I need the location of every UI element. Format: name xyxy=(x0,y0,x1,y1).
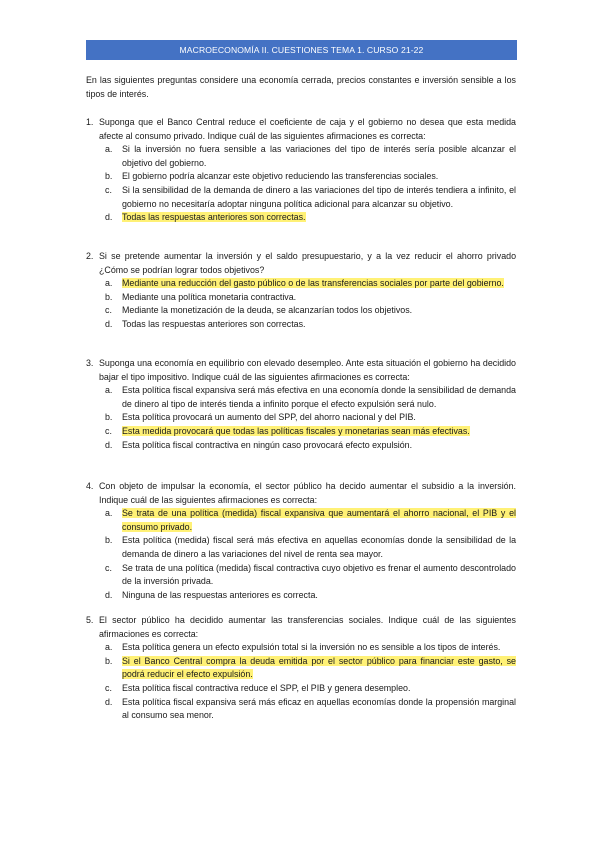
question-text: Si se pretende aumentar la inversión y el saldo presupuestario, y a la vez reducir el ahorro privado ¿Cómo se podrían lograr todos objetivos? xyxy=(99,251,516,275)
options-list xyxy=(86,277,516,331)
intro-paragraph: En las siguientes preguntas considere una economía cerrada, precios constantes e inversión sensible a los tipos de interés. xyxy=(86,75,516,99)
document-title: MACROECONOMÍA II. CUESTIONES TEMA 1. CURSO 21-22 xyxy=(86,40,517,60)
question-number: 1. xyxy=(86,117,94,127)
option-a xyxy=(105,143,516,170)
option-letter: c. xyxy=(105,305,112,316)
option-letter: d. xyxy=(105,696,113,707)
option-letter: a. xyxy=(105,385,113,396)
options-list xyxy=(86,143,516,225)
option-text: Esta política fiscal expansiva será más efectiva en una economía donde la sensibilidad de demanda de dinero al tipo de interés tienda a infinito porque el efecto expulsión será nulo. xyxy=(122,385,516,409)
option-letter: c. xyxy=(105,184,112,195)
question-1 xyxy=(86,116,516,225)
question-text: Con objeto de impulsar la economía, el sector público ha decido aumentar el subsidio a la inversión. Indique cuál de las siguientes afirmaciones es correcta: xyxy=(99,481,516,505)
option-text: Esta política fiscal expansiva será más eficaz en aquellas economías donde la propensión marginal al consumo sea menor. xyxy=(122,696,516,721)
option-letter: b. xyxy=(105,291,113,302)
option-d xyxy=(105,589,516,603)
option-text xyxy=(122,507,516,534)
option-c xyxy=(105,682,516,696)
option-c xyxy=(105,184,516,211)
question-text: Suponga que el Banco Central reduce el coeficiente de caja y el gobierno no desea que esta medida afecte al consumo privado. Indique cuál de las siguientes afirmaciones es correcta: xyxy=(99,117,516,141)
option-letter: d. xyxy=(105,318,113,329)
question-3 xyxy=(86,357,516,452)
option-text: Mediante una política monetaria contractiva. xyxy=(122,291,297,302)
options-list xyxy=(86,384,516,452)
option-a xyxy=(105,507,516,534)
highlighted-answer: Se trata de una política (medida) fiscal expansiva que aumentará el ahorro nacional, el PIB y el consumo privado. xyxy=(122,508,516,532)
option-letter: d. xyxy=(105,212,113,223)
option-text: El gobierno podría alcanzar este objetivo reduciendo las transferencias sociales. xyxy=(122,171,439,182)
option-letter: c. xyxy=(105,562,112,573)
question-5 xyxy=(86,614,516,723)
option-text: Si la sensibilidad de la demanda de dinero a las variaciones del tipo de interés tendiera a infinito, el gobierno no necesitaría adoptar ninguna política adicional para alcanzar su objetivo. xyxy=(122,184,516,209)
option-b xyxy=(105,411,516,425)
option-text: Se trata de una política (medida) fiscal contractiva cuyo objetivo es frenar el aumento descontrolado de la inversión privada. xyxy=(122,562,516,587)
option-c xyxy=(105,425,516,439)
option-c xyxy=(105,562,516,589)
option-text: Esta política fiscal contractiva en ningún caso provocará efecto expulsión. xyxy=(122,439,413,450)
option-letter: a. xyxy=(105,144,113,155)
option-text: Mediante la monetización de la deuda, se alcanzarían todos los objetivos. xyxy=(122,305,413,316)
option-letter: a. xyxy=(105,278,113,289)
option-letter: b. xyxy=(105,171,113,182)
option-b xyxy=(105,655,516,682)
option-d xyxy=(105,439,516,453)
question-number: 5. xyxy=(86,615,94,625)
option-text xyxy=(122,425,516,439)
option-letter: b. xyxy=(105,412,113,423)
option-text xyxy=(122,211,516,225)
option-b xyxy=(105,534,516,561)
question-text: Suponga una economía en equilibrio con elevado desempleo. Ante esta situación el gobierno ha decidido bajar el tipo impositivo. Indique cuál de las siguientes afirmaciones es correcta: xyxy=(99,358,516,382)
highlighted-answer: Todas las respuestas anteriores son correctas. xyxy=(122,212,306,223)
option-text: Si la inversión no fuera sensible a las variaciones del tipo de interés sería posible alcanzar el objetivo del gobierno. xyxy=(122,144,516,168)
options-list xyxy=(86,507,516,602)
option-letter: b. xyxy=(105,655,113,666)
option-text: Todas las respuestas anteriores son correctas. xyxy=(122,318,306,329)
highlighted-answer: Si el Banco Central compra la deuda emitida por el sector público para financiar este gasto, se podrá reducir el efecto expulsión. xyxy=(122,655,516,680)
option-b xyxy=(105,170,516,184)
option-a xyxy=(105,384,516,411)
option-text: Esta política fiscal contractiva reduce el SPP, el PIB y genera desempleo. xyxy=(122,682,411,693)
question-number: 3. xyxy=(86,358,94,368)
highlighted-answer: Mediante una reducción del gasto público o de las transferencias sociales por parte del gobierno. xyxy=(122,278,504,289)
option-text: Esta política provocará un aumento del SPP, del ahorro nacional y del PIB. xyxy=(122,412,416,423)
options-list xyxy=(86,641,516,723)
option-text xyxy=(122,277,516,291)
option-text: Esta política genera un efecto expulsión total si la inversión no es sensible a los tipos de interés. xyxy=(122,642,501,653)
question-4 xyxy=(86,480,516,602)
option-b xyxy=(105,291,516,305)
question-2 xyxy=(86,250,516,332)
option-text xyxy=(122,655,516,682)
option-letter: a. xyxy=(105,642,113,653)
option-d xyxy=(105,696,516,723)
option-letter: b. xyxy=(105,535,113,546)
option-text: Esta política (medida) fiscal será más efectiva en aquellas economías donde la sensibilidad de la demanda de dinero a las variaciones del nivel de renta sea mayor. xyxy=(122,535,516,559)
option-letter: c. xyxy=(105,682,112,693)
option-c xyxy=(105,304,516,318)
option-letter: c. xyxy=(105,425,112,436)
option-letter: a. xyxy=(105,508,113,519)
option-text: Ninguna de las respuestas anteriores es correcta. xyxy=(122,589,318,600)
option-d xyxy=(105,318,516,332)
option-letter: d. xyxy=(105,589,113,600)
option-d xyxy=(105,211,516,225)
question-text: El sector público ha decidido aumentar las transferencias sociales. Indique cuál de las siguientes afirmaciones es correcta: xyxy=(99,615,516,639)
highlighted-answer: Esta medida provocará que todas las políticas fiscales y monetarias sean más efectivas. xyxy=(122,425,470,436)
question-number: 2. xyxy=(86,251,94,261)
option-letter: d. xyxy=(105,439,113,450)
question-number: 4. xyxy=(86,481,94,491)
option-a xyxy=(105,641,516,655)
option-a xyxy=(105,277,516,291)
